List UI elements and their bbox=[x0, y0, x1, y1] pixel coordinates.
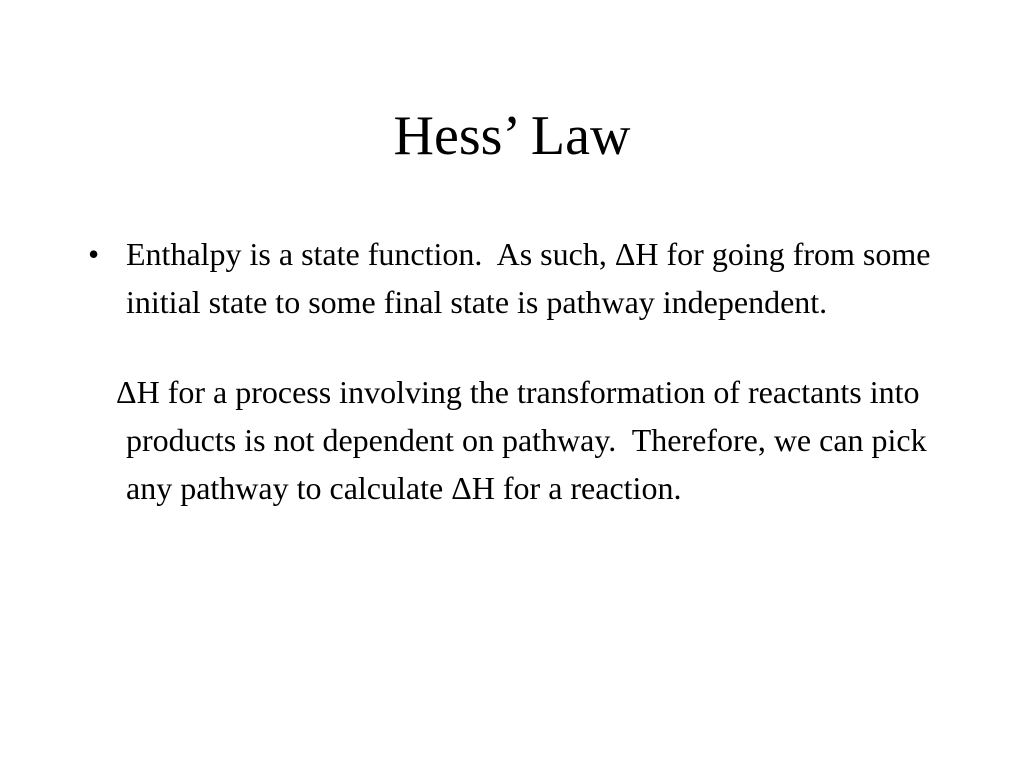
body-paragraph: ΔH for a process involving the transformation of reactants into products is not dependent on pathway. Therefore, we can pick any pathway to calculate ΔH for a reaction. bbox=[116, 374, 935, 506]
bullet-text: Enthalpy is a state function. As such, ΔH for going from some initial state to some final state is pathway independent. bbox=[126, 236, 939, 320]
paragraph-spacer bbox=[88, 326, 948, 368]
slide-body bbox=[88, 230, 948, 512]
slide-title: Hess’ Law bbox=[393, 105, 631, 167]
bullet-icon: • bbox=[88, 236, 100, 272]
bullet-item bbox=[88, 230, 948, 326]
